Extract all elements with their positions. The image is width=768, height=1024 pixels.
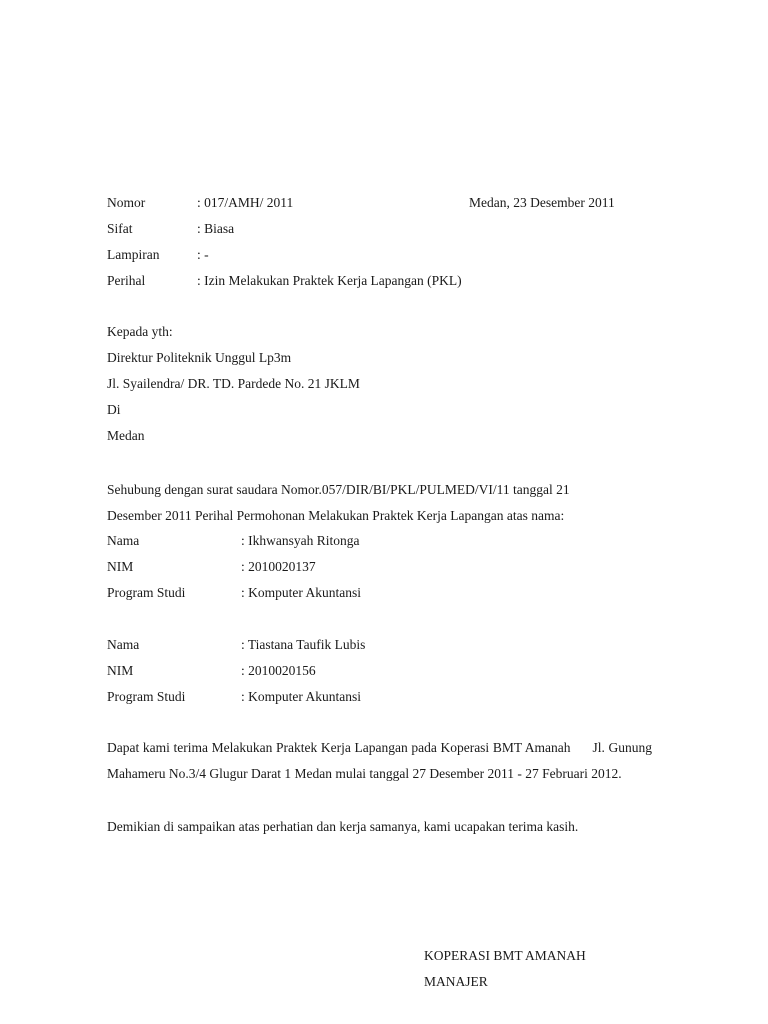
nomor-value: : 017/AMH/ 2011 [197, 195, 294, 210]
letter-date: Medan, 23 Desember 2011 [469, 195, 615, 210]
intro-line-2: Desember 2011 Perihal Permohonan Melakukan Praktek Kerja Lapangan atas nama: [107, 508, 565, 523]
lampiran-value: : - [197, 247, 209, 262]
recipient-address: Jl. Syailendra/ DR. TD. Pardede No. 21 JKLM [107, 376, 360, 391]
student-1-nama-label: Nama [107, 533, 140, 548]
student-2-nama-label: Nama [107, 637, 140, 652]
acceptance-part-2: Jl. Gunung Mahameru No.3/4 Glugur Darat 1 Medan mulai tanggal 27 Desember 2011 - 27 Februari 2012. [107, 740, 652, 781]
perihal-value: : Izin Melakukan Praktek Kerja Lapangan (PKL) [197, 273, 462, 288]
nomor-label: Nomor [107, 195, 146, 210]
student-2-nim-value: : 2010020156 [241, 663, 316, 678]
recipient-di: Di [107, 402, 121, 417]
closing-line: Demikian di sampaikan atas perhatian dan kerja samanya, kami ucapakan terima kasih. [107, 819, 579, 834]
recipient-salutation: Kepada yth: [107, 324, 173, 339]
recipient-name: Direktur Politeknik Unggul Lp3m [107, 350, 292, 365]
recipient-city: Medan [107, 428, 145, 443]
student-1-nim-value: : 2010020137 [241, 559, 316, 574]
acceptance-part-1: Dapat kami terima Melakukan Praktek Kerja Lapangan pada Koperasi BMT Amanah [107, 740, 571, 755]
sifat-value: : Biasa [197, 221, 235, 236]
student-1-prodi-label: Program Studi [107, 585, 186, 600]
student-2-prodi-value: : Komputer Akuntansi [241, 689, 361, 704]
signature-org: KOPERASI BMT AMANAH [424, 948, 586, 963]
lampiran-label: Lampiran [107, 247, 160, 262]
signature-title: MANAJER [424, 974, 488, 989]
student-2-nama-value: : Tiastana Taufik Lubis [241, 637, 366, 652]
perihal-label: Perihal [107, 273, 146, 288]
intro-line-1: Sehubung dengan surat saudara Nomor.057/DIR/BI/PKL/PULMED/VI/11 tanggal 21 [107, 482, 570, 497]
student-2-nim-label: NIM [107, 663, 134, 678]
student-1-prodi-value: : Komputer Akuntansi [241, 585, 361, 600]
student-1-nim-label: NIM [107, 559, 134, 574]
student-1-nama-value: : Ikhwansyah Ritonga [241, 533, 360, 548]
student-2-prodi-label: Program Studi [107, 689, 186, 704]
acceptance-paragraph [107, 735, 652, 787]
sifat-label: Sifat [107, 221, 133, 236]
